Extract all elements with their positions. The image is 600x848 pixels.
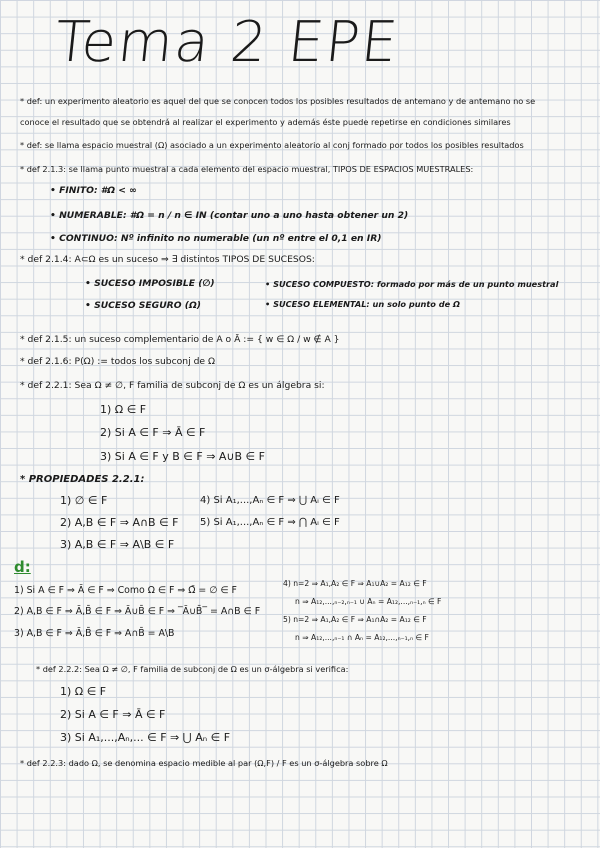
def-espacio-muestral: * def: se llama espacio muestral (Ω) asociado a un experimento aleatorio al conj formado por todos los posibles resultados — [20, 140, 524, 150]
demo-5-b: n ⇒ A₁₂,...,ₙ₋₁ ∩ Aₙ = A₁₂,...,ₙ₋₁,ₙ ∈ F — [295, 633, 429, 642]
def-2-1-4: * def 2.1.4: A⊂Ω es un suceso ⇒ ∃ distintos TIPOS DE SUCESOS: — [20, 254, 315, 265]
sigma-cond-1: 1) Ω ∈ F — [60, 685, 107, 698]
suceso-imposible: • SUCESO IMPOSIBLE (∅) — [85, 278, 215, 289]
sigma-cond-2: 2) Si A ∈ F ⇒ Ā ∈ F — [60, 708, 166, 721]
suceso-elemental: • SUCESO ELEMENTAL: un solo punto de Ω — [265, 299, 460, 309]
demo-5-a: 5) n=2 ⇒ A₁,A₂ ∈ F ⇒ A₁∩A₂ = A₁₂ ∈ F — [283, 615, 427, 624]
def-2-2-1: * def 2.2.1: Sea Ω ≠ ∅, F familia de subconj de Ω es un álgebra si: — [20, 380, 325, 391]
propiedad-1: 1) ∅ ∈ F — [60, 494, 108, 507]
demo-1: 1) Si A ∈ F ⇒ Ā ∈ F ⇒ Como Ω ∈ F ⇒ Ω̄ = ∅ ∈ F — [14, 585, 237, 596]
propiedad-4: 4) Si A₁,...,Aₙ ∈ F ⇒ ⋃ Aᵢ ∈ F — [200, 495, 340, 506]
tipo-finito: • FINITO: #Ω < ∞ — [50, 185, 137, 196]
demo-label: d: — [14, 558, 31, 576]
def-2-2-3: * def 2.2.3: dado Ω, se denomina espacio medible al par (Ω,F) / F es un σ-álgebra sobre Ω — [20, 758, 388, 768]
def-experimento-line-2: conoce el resultado que se obtendrá al realizar el experimento y además éste puede repetirse en condiciones similares — [20, 117, 511, 127]
demo-4-b: n ⇒ A₁₂,...,ₙ₋₂,ₙ₋₁ ∪ Aₙ = A₁₂,...,ₙ₋₁,ₙ ∈ F — [295, 597, 442, 606]
tipo-numerable: • NUMERABLE: #Ω = n / n ∈ IN (contar uno a uno hasta obtener un 2) — [50, 210, 409, 221]
algebra-cond-2: 2) Si A ∈ F ⇒ Ā ∈ F — [100, 426, 206, 439]
algebra-cond-1: 1) Ω ∈ F — [100, 403, 147, 416]
def-2-1-5: * def 2.1.5: un suceso complementario de A o Ā := { w ∈ Ω / w ∉ A } — [20, 334, 340, 345]
demo-3: 3) A,B ∈ F ⇒ Ā,B̄ ∈ F ⇒ A∩B̄ = A\B — [14, 628, 175, 639]
demo-2: 2) A,B ∈ F ⇒ Ā,B̄ ∈ F ⇒ Ā∪B̄ ∈ F ⇒ ‾Ā∪B̄‾ = A∩B ∈ F — [14, 606, 261, 617]
demo-4-a: 4) n=2 ⇒ A₁,A₂ ∈ F ⇒ A₁∪A₂ = A₁₂ ∈ F — [283, 579, 427, 588]
suceso-seguro: • SUCESO SEGURO (Ω) — [85, 300, 201, 311]
propiedad-3: 3) A,B ∈ F ⇒ A\B ∈ F — [60, 538, 175, 551]
algebra-cond-3: 3) Si A ∈ F y B ∈ F ⇒ A∪B ∈ F — [100, 450, 265, 463]
def-2-1-3: * def 2.1.3: se llama punto muestral a cada elemento del espacio muestral, TIPOS DE ESPACIOS MUESTRALES: — [20, 164, 474, 174]
def-2-1-6: * def 2.1.6: P(Ω) := todos los subconj de Ω — [20, 356, 216, 367]
suceso-compuesto: • SUCESO COMPUESTO: formado por más de un punto muestral — [265, 279, 559, 289]
def-2-2-2: * def 2.2.2: Sea Ω ≠ ∅, F familia de subconj de Ω es un σ-álgebra si verifica: — [36, 664, 349, 674]
propiedad-2: 2) A,B ∈ F ⇒ A∩B ∈ F — [60, 516, 179, 529]
propiedad-5: 5) Si A₁,...,Aₙ ∈ F ⇒ ⋂ Aᵢ ∈ F — [200, 517, 340, 528]
sigma-cond-3: 3) Si A₁,...,Aₙ,... ∈ F ⇒ ⋃ Aₙ ∈ F — [60, 731, 231, 744]
propiedades-heading: * PROPIEDADES 2.2.1: — [20, 474, 145, 485]
def-experimento-line-1: * def: un experimento aleatorio es aquel del que se conocen todos los posibles resultados de antemano y de antemano no se — [20, 96, 536, 106]
page-title: Tema 2 EPE — [51, 10, 403, 75]
tipo-continuo: • CONTINUO: Nº infinito no numerable (un nº entre el 0,1 en IR) — [50, 233, 382, 244]
